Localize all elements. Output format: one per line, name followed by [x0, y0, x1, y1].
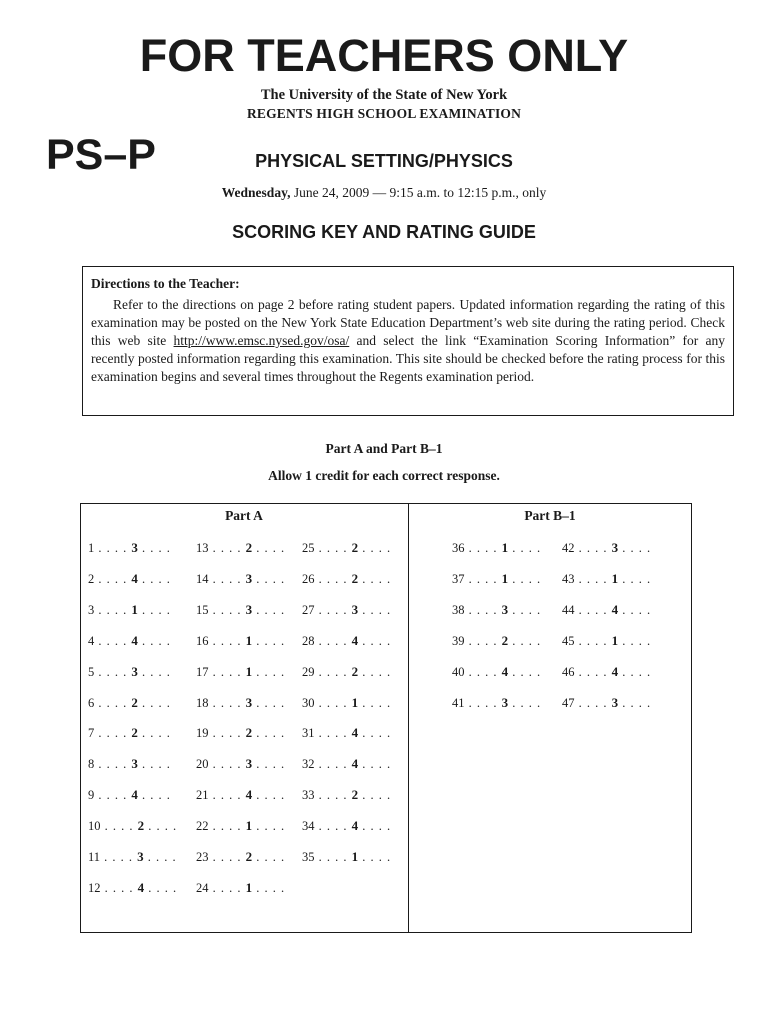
- question-number: 16: [196, 633, 209, 648]
- correct-answer: 2: [131, 725, 138, 741]
- question-number: 32: [302, 757, 315, 772]
- leader-dots: . . . .: [252, 757, 286, 772]
- leader-dots: . . . .: [137, 602, 171, 617]
- question-number: 38: [452, 602, 465, 617]
- answer-entry: [302, 818, 391, 834]
- question-number: 47: [562, 695, 575, 710]
- correct-answer: 2: [137, 818, 145, 834]
- question-number: 17: [196, 664, 209, 679]
- answer-entry: [302, 849, 391, 865]
- correct-answer: 3: [351, 601, 359, 617]
- question-number: 34: [302, 819, 315, 834]
- leader-dots: . . . .: [208, 726, 246, 741]
- answer-entry: [88, 756, 171, 772]
- question-number: 15: [196, 602, 209, 617]
- answer-entry: [562, 540, 651, 556]
- leader-dots: . . . .: [358, 602, 392, 617]
- answer-entry: [562, 695, 651, 711]
- answer-entry: [302, 695, 391, 711]
- leader-dots: . . . .: [137, 541, 171, 555]
- correct-answer: 4: [245, 787, 253, 803]
- answer-entry: [88, 664, 171, 680]
- question-number: 28: [302, 633, 315, 648]
- question-number: 24: [196, 880, 209, 895]
- correct-answer: 3: [245, 570, 253, 586]
- leader-dots: . . . .: [208, 788, 246, 803]
- question-number: 7: [88, 726, 95, 741]
- answer-entry: [562, 602, 651, 618]
- leader-dots: . . . .: [358, 695, 392, 710]
- correct-answer: 3: [501, 601, 509, 617]
- question-number: 30: [302, 695, 315, 710]
- question-number: 33: [302, 788, 315, 803]
- leader-dots: . . . .: [208, 880, 246, 895]
- correct-answer: 2: [245, 849, 253, 864]
- question-number: 29: [302, 664, 315, 679]
- leader-dots: . . . .: [574, 664, 612, 679]
- leader-dots: . . . .: [358, 633, 392, 648]
- answer-entry: [196, 602, 285, 618]
- credit-note: Allow 1 credit for each correct response.: [268, 468, 500, 483]
- correct-answer: 4: [137, 879, 145, 895]
- answer-entry: [302, 633, 391, 649]
- leader-dots: . . . .: [94, 695, 132, 710]
- leader-dots: . . . .: [464, 541, 502, 555]
- question-number: 3: [88, 602, 95, 617]
- leader-dots: . . . .: [574, 633, 612, 648]
- directions-text-1: Refer to the directions on page 2 before rating student papers. Updated information regarding the rating of this examination may be posted on the New York State Education Department’s web site during the rating period. Check this web site: [91, 297, 725, 348]
- answer-entry: [196, 725, 285, 741]
- leader-dots: . . . .: [314, 571, 352, 586]
- correct-answer: 1: [501, 570, 509, 586]
- correct-answer: 4: [611, 663, 619, 679]
- question-number: 22: [196, 819, 209, 834]
- correct-answer: 2: [351, 787, 359, 803]
- exam-code: PS–P: [46, 131, 156, 179]
- correct-answer: 2: [351, 540, 359, 555]
- exam-date: [0, 184, 768, 202]
- answer-entry: [562, 571, 651, 587]
- correct-answer: 3: [131, 540, 138, 555]
- answer-entry: [452, 633, 541, 649]
- exam-subject: PHYSICAL SETTING/PHYSICS: [255, 151, 513, 171]
- question-number: 39: [452, 633, 465, 648]
- leader-dots: . . . .: [358, 757, 392, 772]
- question-number: 21: [196, 788, 209, 803]
- leader-dots: . . . .: [358, 664, 392, 679]
- leader-dots: . . . .: [208, 602, 246, 617]
- correct-answer: 3: [611, 694, 619, 710]
- answer-entry: [88, 880, 177, 896]
- correct-answer: 1: [351, 694, 359, 710]
- leader-dots: . . . .: [358, 541, 392, 555]
- answer-entry: [88, 540, 171, 556]
- correct-answer: 3: [611, 540, 619, 555]
- question-number: 40: [452, 664, 465, 679]
- question-number: 11: [88, 850, 101, 864]
- leader-dots: . . . .: [252, 571, 286, 586]
- leader-dots: . . . .: [574, 541, 612, 555]
- leader-dots: . . . .: [574, 695, 612, 710]
- correct-answer: 1: [351, 849, 359, 864]
- answer-entry: [88, 602, 171, 618]
- question-number: 4: [88, 633, 95, 648]
- question-number: 14: [196, 571, 209, 586]
- leader-dots: . . . .: [144, 819, 178, 834]
- directions-heading: Directions to the Teacher:: [91, 276, 240, 291]
- leader-dots: . . . .: [314, 819, 352, 834]
- correct-answer: 1: [245, 663, 253, 679]
- answer-entry: [452, 695, 541, 711]
- exam-date-time: June 24, 2009 — 9:15 a.m. to 12:15 p.m., only: [293, 185, 547, 200]
- leader-dots: . . . .: [137, 788, 171, 803]
- question-number: 27: [302, 602, 315, 617]
- question-number: 25: [302, 541, 315, 555]
- correct-answer: 2: [501, 632, 509, 648]
- leader-dots: . . . .: [508, 633, 542, 648]
- leader-dots: . . . .: [144, 880, 178, 895]
- answer-entry: [302, 540, 391, 556]
- question-number: 36: [452, 541, 465, 555]
- correct-answer: 1: [245, 879, 253, 895]
- leader-dots: . . . .: [314, 726, 352, 741]
- leader-dots: . . . .: [618, 541, 652, 555]
- correct-answer: 3: [245, 601, 253, 617]
- question-number: 26: [302, 571, 315, 586]
- directions-box: [82, 266, 734, 416]
- leader-dots: . . . .: [314, 664, 352, 679]
- leader-dots: . . . .: [508, 541, 542, 555]
- leader-dots: . . . .: [252, 788, 286, 803]
- leader-dots: . . . .: [464, 602, 502, 617]
- question-number: 13: [196, 541, 209, 555]
- correct-answer: 4: [611, 601, 619, 617]
- leader-dots: . . . .: [252, 695, 286, 710]
- correct-answer: 4: [351, 818, 359, 834]
- correct-answer: 2: [131, 694, 138, 710]
- leader-dots: . . . .: [252, 664, 286, 679]
- answer-entry: [452, 571, 541, 587]
- leader-dots: . . . .: [358, 726, 392, 741]
- leader-dots: . . . .: [94, 633, 132, 648]
- question-number: 20: [196, 757, 209, 772]
- answer-entry: [196, 756, 285, 772]
- exam-type: REGENTS HIGH SCHOOL EXAMINATION: [246, 106, 522, 121]
- correct-answer: 1: [131, 601, 138, 617]
- correct-answer: 3: [501, 694, 509, 710]
- leader-dots: . . . .: [314, 850, 352, 864]
- question-number: 19: [196, 726, 209, 741]
- leader-dots: . . . .: [94, 571, 132, 586]
- correct-answer: 4: [351, 725, 359, 741]
- answer-entry: [196, 633, 285, 649]
- leader-dots: . . . .: [252, 602, 286, 617]
- leader-dots: . . . .: [252, 880, 286, 895]
- leader-dots: . . . .: [508, 664, 542, 679]
- correct-answer: 3: [245, 756, 253, 772]
- leader-dots: . . . .: [252, 541, 286, 555]
- leader-dots: . . . .: [464, 664, 502, 679]
- leader-dots: . . . .: [508, 571, 542, 586]
- question-number: 35: [302, 850, 315, 864]
- answer-entry: [88, 633, 171, 649]
- question-number: 31: [302, 726, 315, 741]
- answer-entry: [302, 602, 391, 618]
- leader-dots: . . . .: [137, 695, 171, 710]
- correct-answer: 4: [131, 632, 138, 648]
- leader-dots: . . . .: [137, 664, 171, 679]
- leader-dots: . . . .: [252, 633, 286, 648]
- leader-dots: . . . .: [94, 726, 132, 741]
- correct-answer: 4: [501, 663, 509, 679]
- leader-dots: . . . .: [314, 788, 352, 803]
- question-number: 1: [88, 541, 95, 555]
- answer-entry: [302, 571, 391, 587]
- page-title: FOR TEACHERS ONLY: [139, 30, 629, 81]
- answer-entry: [452, 540, 541, 556]
- leader-dots: . . . .: [358, 571, 392, 586]
- part-b-title: Part B–1: [524, 508, 576, 523]
- leader-dots: . . . .: [618, 695, 652, 710]
- answer-entry: [88, 849, 177, 865]
- correct-answer: 1: [611, 570, 619, 586]
- answer-entry: [196, 664, 285, 680]
- leader-dots: . . . .: [100, 880, 138, 895]
- answer-entry: [196, 571, 285, 587]
- correct-answer: 2: [351, 663, 359, 679]
- leader-dots: . . . .: [208, 571, 246, 586]
- question-number: 37: [452, 571, 465, 586]
- question-number: 2: [88, 571, 95, 586]
- correct-answer: 1: [245, 632, 253, 648]
- answer-entry: [302, 725, 391, 741]
- answer-entry: [88, 695, 171, 711]
- leader-dots: . . . .: [508, 695, 542, 710]
- answer-entry: [88, 787, 171, 803]
- question-number: 6: [88, 695, 95, 710]
- institution-name: The University of the State of New York: [260, 87, 508, 103]
- leader-dots: . . . .: [208, 541, 246, 555]
- leader-dots: . . . .: [618, 664, 652, 679]
- answer-entry: [562, 633, 651, 649]
- leader-dots: . . . .: [252, 850, 286, 864]
- leader-dots: . . . .: [100, 819, 138, 834]
- answer-entry: [302, 756, 391, 772]
- question-number: 9: [88, 788, 95, 803]
- leader-dots: . . . .: [358, 819, 392, 834]
- leader-dots: . . . .: [137, 571, 171, 586]
- part-a-title: Part A: [225, 508, 263, 523]
- question-number: 5: [88, 664, 95, 679]
- correct-answer: 1: [245, 818, 253, 834]
- leader-dots: . . . .: [618, 633, 652, 648]
- leader-dots: . . . .: [508, 602, 542, 617]
- leader-dots: . . . .: [314, 695, 352, 710]
- answer-entry: [88, 818, 177, 834]
- answer-entry: [562, 664, 651, 680]
- leader-dots: . . . .: [208, 850, 246, 864]
- correct-answer: 2: [245, 725, 253, 741]
- question-number: 43: [562, 571, 575, 586]
- correct-answer: 1: [611, 632, 619, 648]
- leader-dots: . . . .: [464, 571, 502, 586]
- answer-entry: [302, 787, 391, 803]
- correct-answer: 1: [501, 540, 509, 555]
- correct-answer: 4: [351, 632, 359, 648]
- directions-body: [91, 296, 725, 386]
- leader-dots: . . . .: [618, 602, 652, 617]
- leader-dots: . . . .: [208, 819, 246, 834]
- correct-answer: 4: [131, 787, 138, 803]
- exam-date-day: Wednesday,: [221, 185, 291, 200]
- leader-dots: . . . .: [208, 633, 246, 648]
- column-divider: [408, 503, 409, 933]
- leader-dots: . . . .: [94, 757, 132, 772]
- leader-dots: . . . .: [314, 541, 352, 555]
- directions-text-2: and select the link “Examination Scoring Information” for any recently posted information regarding this examination. This site should be checked before the rating process for this examination begins and several times throughout the Regents examination period.: [91, 333, 725, 384]
- question-number: 10: [88, 819, 101, 834]
- leader-dots: . . . .: [137, 757, 171, 772]
- leader-dots: . . . .: [137, 633, 171, 648]
- leader-dots: . . . .: [314, 757, 352, 772]
- question-number: 23: [196, 850, 209, 864]
- leader-dots: . . . .: [358, 788, 392, 803]
- answer-entry: [196, 849, 285, 865]
- leader-dots: . . . .: [94, 602, 132, 617]
- answer-entry: [452, 664, 541, 680]
- leader-dots: . . . .: [94, 541, 132, 555]
- correct-answer: 3: [137, 849, 144, 864]
- correct-answer: 3: [131, 663, 138, 679]
- correct-answer: 4: [351, 756, 359, 772]
- leader-dots: . . . .: [252, 819, 286, 834]
- leader-dots: . . . .: [208, 757, 246, 772]
- leader-dots: . . . .: [574, 571, 612, 586]
- answer-entry: [196, 540, 285, 556]
- question-number: 45: [562, 633, 575, 648]
- leader-dots: . . . .: [358, 850, 392, 864]
- leader-dots: . . . .: [94, 788, 132, 803]
- leader-dots: . . . .: [314, 633, 352, 648]
- answer-entry: [88, 725, 171, 741]
- leader-dots: . . . .: [100, 850, 138, 864]
- leader-dots: . . . .: [252, 726, 286, 741]
- question-number: 42: [562, 541, 575, 555]
- leader-dots: . . . .: [143, 850, 177, 864]
- leader-dots: . . . .: [464, 633, 502, 648]
- leader-dots: . . . .: [618, 571, 652, 586]
- leader-dots: . . . .: [137, 726, 171, 741]
- leader-dots: . . . .: [208, 664, 246, 679]
- correct-answer: 3: [245, 694, 253, 710]
- answer-entry: [196, 880, 285, 896]
- answer-entry: [196, 695, 285, 711]
- correct-answer: 2: [245, 540, 253, 555]
- answer-entry: [452, 602, 541, 618]
- guide-title: SCORING KEY AND RATING GUIDE: [232, 222, 536, 242]
- answer-entry: [196, 787, 285, 803]
- leader-dots: . . . .: [574, 602, 612, 617]
- leader-dots: . . . .: [94, 664, 132, 679]
- osa-link[interactable]: http://www.emsc.nysed.gov/osa/: [173, 333, 350, 348]
- correct-answer: 2: [351, 570, 359, 586]
- leader-dots: . . . .: [314, 602, 352, 617]
- correct-answer: 4: [131, 570, 138, 586]
- leader-dots: . . . .: [208, 695, 246, 710]
- correct-answer: 3: [131, 756, 138, 772]
- answer-key-table: [80, 503, 692, 933]
- answer-entry: [88, 571, 171, 587]
- question-number: 12: [88, 880, 101, 895]
- question-number: 18: [196, 695, 209, 710]
- leader-dots: . . . .: [464, 695, 502, 710]
- answer-entry: [302, 664, 391, 680]
- question-number: 41: [452, 695, 465, 710]
- section-heading: Part A and Part B–1: [325, 441, 443, 456]
- question-number: 46: [562, 664, 575, 679]
- question-number: 44: [562, 602, 575, 617]
- answer-entry: [196, 818, 285, 834]
- question-number: 8: [88, 757, 95, 772]
